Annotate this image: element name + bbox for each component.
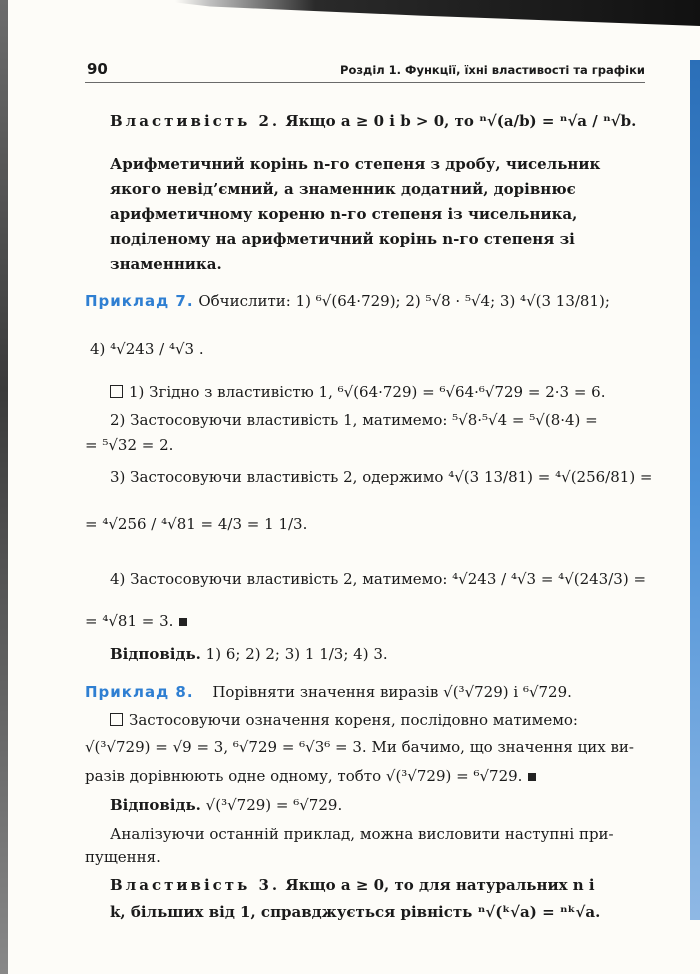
- example7-solution-2a: 2) Застосовуючи властивість 1, матимемо: ⁵√8·⁵√4 = ⁵√(8·4) =: [110, 411, 598, 429]
- property3-line-1: [110, 876, 595, 894]
- example8-solution-a: [110, 711, 578, 729]
- example8-solution-b: √(³√729) = √9 = 3, ⁶√729 = ⁶√3⁶ = 3. Ми бачимо, що значення цих ви-: [85, 738, 634, 756]
- solution-a-text: Застосовуючи означення кореня, послідовно матимемо:: [129, 711, 578, 729]
- example8-solution-c: [85, 767, 536, 785]
- property2-condition: Якщо a ≥ 0 і b > 0, то: [285, 112, 474, 130]
- example7-task-text: Обчислити: 1) ⁶√(64·729); 2) ⁵√8 · ⁵√4; 3) ⁴√(3 13/81);: [198, 292, 610, 310]
- conclusion-line: Аналізуючи останній приклад, можна висловити наступні при-: [110, 825, 614, 843]
- example8-task-text: Порівняти значення виразів √(³√729) і ⁶√729.: [212, 683, 572, 701]
- chapter-title: Розділ 1. Функції, їхні властивості та графіки: [340, 63, 645, 77]
- example8-task: [85, 683, 572, 701]
- property2-text-line: якого невід’ємний, а знаменник додатний, дорівнює: [110, 180, 576, 198]
- property3-label: Властивість 3.: [110, 876, 281, 894]
- example7-solution-1: [110, 383, 605, 401]
- example7-solution-3a: 3) Застосовуючи властивість 2, одержимо ⁴√(3 13/81) = ⁴√(256/81) =: [110, 468, 653, 486]
- end-of-solution-icon: [528, 773, 536, 781]
- end-of-solution-icon: [179, 618, 187, 626]
- example7-solution-2b: = ⁵√32 = 2.: [85, 436, 174, 454]
- example8-label: Приклад 8.: [85, 683, 194, 701]
- property2-text-line: Арифметичний корінь n-го степеня з дробу, чисельник: [110, 155, 601, 173]
- property2-text-line: поділеному на арифметичний корінь n-го степеня зі: [110, 230, 575, 248]
- solution-start-square-icon: [110, 385, 123, 398]
- property2-text-line: знаменника.: [110, 255, 222, 273]
- scan-edge-right: [690, 60, 700, 920]
- example7-task: [85, 292, 610, 310]
- solution-c-text: разів дорівнюють одне одному, тобто √(³√729) = ⁶√729.: [85, 767, 523, 785]
- scan-shadow-left: [0, 0, 8, 974]
- property2-text-line: арифметичному кореню n-го степеня із чисельника,: [110, 205, 578, 223]
- example7-solution-3b: = ⁴√256 / ⁴√81 = 4/3 = 1 1/3.: [85, 515, 308, 533]
- answer-text: √(³√729) = ⁶√729.: [205, 796, 343, 814]
- answer-label: Відповідь.: [110, 645, 201, 663]
- example7-label: Приклад 7.: [85, 292, 194, 310]
- example7-solution-4b: [85, 612, 187, 630]
- running-header: [85, 58, 645, 83]
- scan-shadow-top: [0, 0, 700, 26]
- solution-start-square-icon: [110, 713, 123, 726]
- example8-answer: [110, 796, 342, 814]
- example7-answer: [110, 645, 388, 663]
- solution-1-text: 1) Згідно з властивістю 1, ⁶√(64·729) = ⁶√64·⁶√729 = 2·3 = 6.: [129, 383, 606, 401]
- property3-condition: Якщо a ≥ 0, то для натуральних n і: [285, 876, 595, 894]
- example7-solution-4a: 4) Застосовуючи властивість 2, матимемо: ⁴√243 / ⁴√3 = ⁴√(243/3) =: [110, 570, 647, 588]
- property3-line-2: [110, 903, 600, 921]
- answer-text: 1) 6; 2) 2; 3) 1 1/3; 4) 3.: [205, 645, 388, 663]
- property2-label: Властивість 2.: [110, 112, 281, 130]
- property2-statement: [110, 112, 636, 130]
- answer-label: Відповідь.: [110, 796, 201, 814]
- example7-task-4: 4) ⁴√243 / ⁴√3 .: [90, 340, 204, 358]
- solution-4b-text: = ⁴√81 = 3.: [85, 612, 174, 630]
- property2-formula: ⁿ√(a/b) = ⁿ√a / ⁿ√b.: [479, 112, 637, 130]
- property3-formula: ⁿ√(ᵏ√a) = ⁿᵏ√a.: [477, 903, 601, 921]
- property3-text: k, більших від 1, справджується рівність: [110, 903, 473, 921]
- page-number: 90: [87, 60, 108, 78]
- conclusion-line: пущення.: [85, 848, 161, 866]
